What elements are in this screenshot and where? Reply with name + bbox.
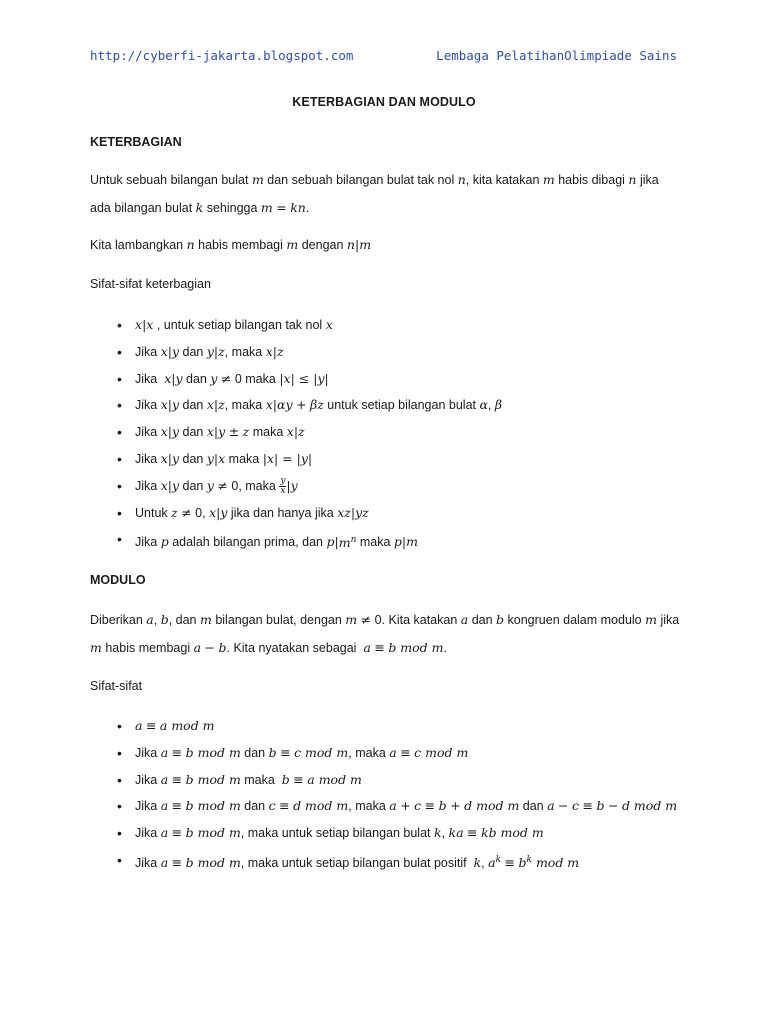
property-item: • Jika a ≡ b mod m dan c ≡ d mod m, maka a + c ≡ b + d mod m dan a − c ≡ b − d mod m: [90, 796, 677, 823]
section-heading-keterbagian: KETERBAGIAN: [90, 135, 182, 149]
keterbagian-properties-list: [90, 315, 502, 556]
keterbagian-notation: Kita lambangkan n habis membagi m dengan n|m: [90, 237, 372, 252]
property-item: • Jika x|y dan y|z, maka x|z: [90, 342, 502, 369]
property-item: • Jika x|y dan x|y ± z maka x|z: [90, 422, 502, 449]
keterbagian-properties-heading: Sifat-sifat keterbagian: [90, 277, 211, 291]
property-item: • Jika a ≡ b mod m maka b ≡ a mod m: [90, 770, 677, 797]
property-item: • Jika p adalah bilangan prima, dan $p|m^n$ maka p|m: [90, 529, 502, 556]
section-heading-modulo: MODULO: [90, 573, 146, 587]
header-organization: Lembaga PelatihanOlimpiade Sains: [436, 48, 677, 63]
keterbagian-definition: Untuk sebuah bilangan bulat m dan sebuah bilangan bulat tak nol n, kita katakan m habis dibagi n jika ada bilangan bulat k sehingga m = kn.: [90, 172, 659, 215]
modulo-properties-list: [90, 716, 677, 877]
property-item: • Jika a ≡ b mod m, maka untuk setiap bilangan bulat positif k, $a^k \equiv b^k$ mod m: [90, 850, 677, 877]
header-blog-link[interactable]: http://cyberfi-jakarta.blogspot.com: [90, 48, 354, 63]
property-item: • Untuk z ≠ 0, x|y jika dan hanya jika xz|yz: [90, 503, 502, 530]
modulo-properties-heading: Sifat-sifat: [90, 679, 143, 693]
property-item: • Jika a ≡ b mod m, maka untuk setiap bilangan bulat k, ka ≡ kb mod m: [90, 823, 677, 850]
property-item: • Jika x|y dan y ≠ 0, maka $\frac{y}{x}$ |y: [90, 476, 502, 503]
property-item: • Jika x|y dan y ≠ 0 maka |x| ≤ |y|: [90, 369, 502, 396]
property-item: • Jika x|y dan y|x maka |x| = |y|: [90, 449, 502, 476]
property-item: • x|x , untuk setiap bilangan tak nol x: [90, 315, 502, 342]
property-item: • Jika a ≡ b mod m dan b ≡ c mod m, maka a ≡ c mod m: [90, 743, 677, 770]
property-item: • Jika x|y dan x|z, maka x|αy + βz untuk setiap bilangan bulat α, β: [90, 395, 502, 422]
modulo-definition: Diberikan a, b, dan m bilangan bulat, dengan m ≠ 0. Kita katakan a dan b kongruen dalam modulo m jika m habis membagi a − b. Kita nyatakan sebagai a ≡ b mod m.: [90, 612, 680, 655]
page-title: KETERBAGIAN DAN MODULO: [292, 95, 476, 109]
property-item: • a ≡ a mod m: [90, 716, 677, 743]
